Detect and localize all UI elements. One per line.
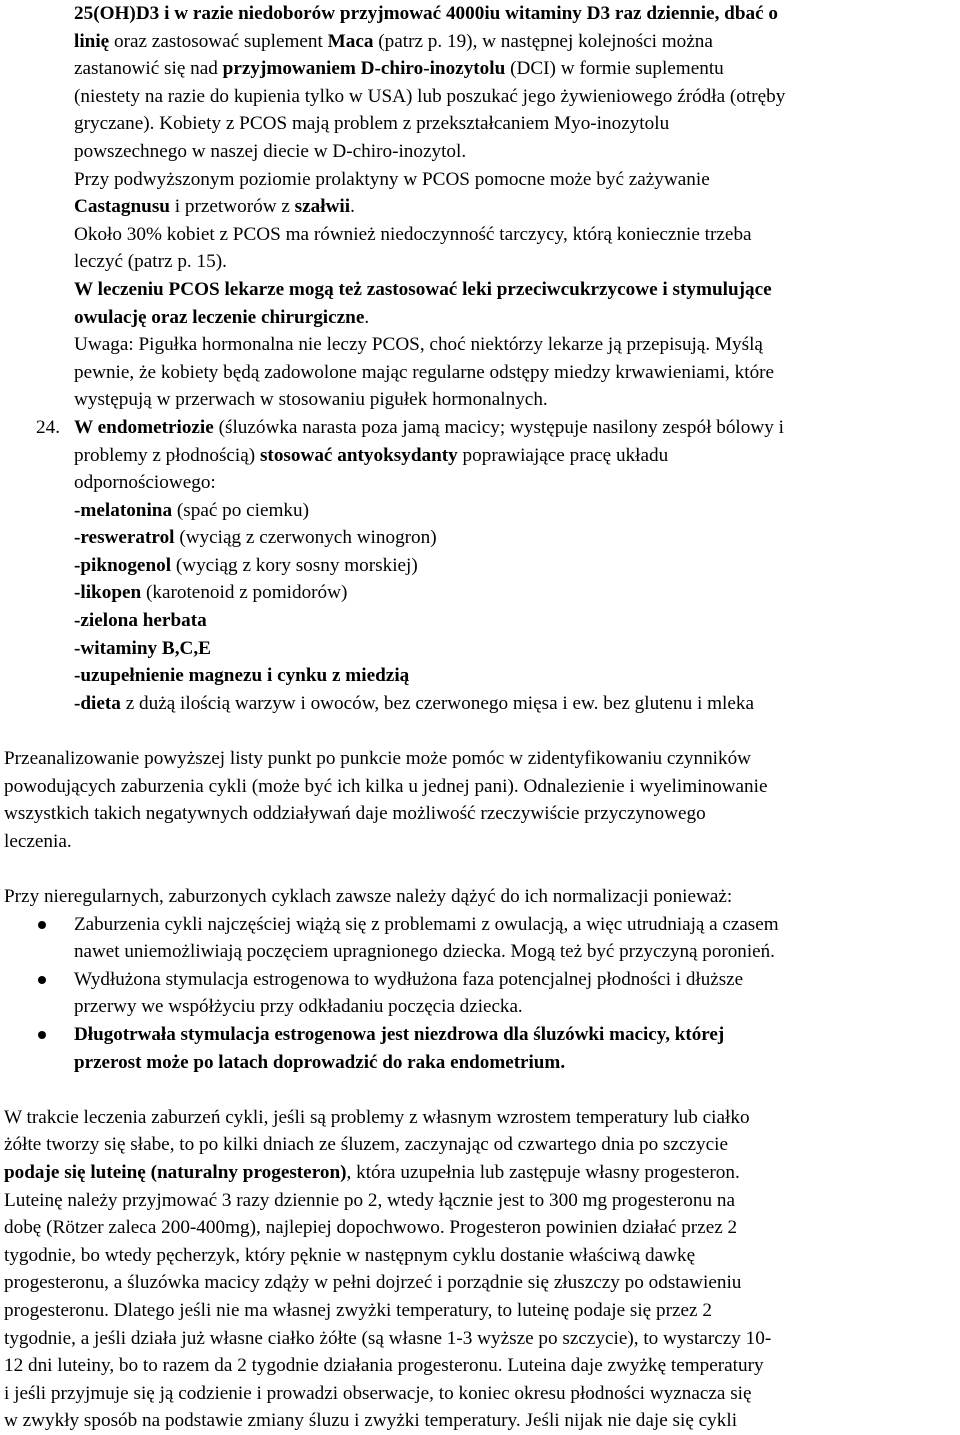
item-number: 24. <box>36 416 60 438</box>
text-line: podaje się luteinę (naturalny progesteron), która uzupełnia lub zastępuje własny progesteron. <box>4 1161 740 1183</box>
text-line: dobę (Rötzer zaleca 200-400mg), najlepiej dopochwowo. Progesteron powinien działać przez 2 <box>4 1217 738 1239</box>
text-line: Długotrwała stymulacja estrogenowa jest niezdrowa dla śluzówki macicy, której <box>74 1023 725 1045</box>
text-line: owulację oraz leczenie chirurgiczne. <box>74 306 370 328</box>
text-line: Przy podwyższonym poziomie prolaktyny w PCOS pomocne może być zażywanie <box>74 168 710 190</box>
antioxidant-list-item <box>74 635 954 663</box>
antioxidant-list-item <box>74 607 954 635</box>
item-24-endometriosis <box>0 414 960 718</box>
text-line: Zaburzenia cykli najczęściej wiążą się z problemami z owulacją, a więc utrudniają a czasem <box>74 913 779 935</box>
antioxidant-list-item <box>74 690 954 718</box>
text-line: progesteronu. Dlatego jeśli nie ma własnej zwyżki temperatury, to luteinę podaje się przez 2 <box>4 1299 712 1321</box>
text-line: występują w przerwach w stosowaniu pigułek hormonalnych. <box>74 389 548 411</box>
text-line: powodujących zaburzenia cykli (może być ich kilka u jednej pani). Odnalezienie i wyeliminowanie <box>4 775 768 797</box>
irregular-cycles-paragraph <box>0 883 960 911</box>
text-line: Około 30% kobiet z PCOS ma również niedoczynność tarczycy, którą koniecznie trzeba <box>74 223 752 245</box>
antioxidant-name: -witaminy B,C,E <box>74 637 211 659</box>
antioxidant-list <box>74 497 954 718</box>
luteina-paragraph <box>0 1104 960 1435</box>
antioxidant-description: z dużą ilością warzyw i owoców, bez czerwonego mięsa i ew. bez glutenu i mleka <box>120 692 755 714</box>
bullet-item <box>0 1021 960 1076</box>
antioxidant-name: -dieta <box>74 692 121 714</box>
antioxidant-list-item <box>74 497 954 525</box>
text-line: Uwaga: Pigułka hormonalna nie leczy PCOS, choć niektórzy lekarze ją przepisują. Myślą <box>74 334 763 356</box>
text-line: i jeśli przyjmuje się ją codzienie i prowadzi obserwacje, to koniec okresu płodności wyznacza się <box>4 1382 752 1404</box>
text-line: Przeanalizowanie powyższej listy punkt po punkcie może pomóc w zidentyfikowaniu czynników <box>4 748 752 770</box>
text-line: tygodnie, a jeśli działa już własne ciałko żółte (są własne 1-3 wyższe po szczycie), to wystarczy 10- <box>4 1327 772 1349</box>
text-line: 25(OH)D3 i w razie niedoborów przyjmować 4000iu witaminy D3 raz dziennie, dbać o <box>74 3 779 24</box>
antioxidant-description: (wyciąg z czerwonych winogron) <box>174 527 437 549</box>
text-line: pewnie, że kobiety będą zadowolone mając regularne odstępy miedzy krwawieniami, które <box>74 361 775 383</box>
text-line: Castagnusu i przetworów z szałwii. <box>74 196 355 218</box>
text-line: W endometriozie (śluzówka narasta poza jamą macicy; występuje nasilony zespół bólowy i <box>74 416 784 438</box>
text-line: 12 dni luteiny, bo to razem da 2 tygodnie działania progesteronu. Luteina daje zwyżkę temperatury <box>4 1355 764 1377</box>
bullet-item <box>0 911 960 966</box>
text-line: wszystkich takich negatywnych oddziaływań daje możliwość rzeczywiście przyczynowego <box>4 803 706 825</box>
text-line: Luteinę należy przyjmować 3 razy dziennie po 2, wtedy łącznie jest to 300 mg progesteronu na <box>4 1189 735 1211</box>
paragraph-gap <box>0 717 960 745</box>
text-line: nawet uniemożliwiają poczęciem upragnionego dziecka. Mogą też być przyczyną poronień. <box>74 941 775 963</box>
bullet-icon <box>38 921 46 929</box>
text-line: leczenia. <box>4 830 72 852</box>
antioxidant-name: -resweratrol <box>74 527 175 549</box>
text-line: Przy nieregularnych, zaburzonych cyklach zawsze należy dążyć do ich normalizacji ponieważ: <box>4 886 733 907</box>
analysis-paragraph <box>0 745 960 855</box>
text-line: przerost może po latach doprowadzić do raka endometrium. <box>74 1051 566 1073</box>
antioxidant-name: -piknogenol <box>74 554 172 576</box>
pcos-section <box>0 0 960 414</box>
paragraph-gap <box>0 855 960 883</box>
text-line: W trakcie leczenia zaburzeń cykli, jeśli są problemy z własnym wzrostem temperatury lub ciałko <box>4 1106 750 1128</box>
antioxidant-name: -melatonina <box>74 499 173 521</box>
antioxidant-list-item <box>74 552 954 580</box>
text-line: odpornościowego: <box>74 472 216 494</box>
text-line: przerwy we współżyciu przy odkładaniu poczęcia dziecka. <box>74 996 523 1018</box>
antioxidant-list-item <box>74 579 954 607</box>
paragraph-gap <box>0 1076 960 1104</box>
text-line: W leczeniu PCOS lekarze mogą też zastosować leki przeciwcukrzycowe i stymulujące <box>74 278 772 300</box>
text-line: powszechnego w naszej diecie w D-chiro-inozytol. <box>74 140 467 162</box>
text-line: żółte tworzy się słabe, to po kilki dniach ze śluzem, zaczynając od czwartego dnia po szczycie <box>4 1134 729 1156</box>
text-line: linię oraz zastosować suplement Maca (patrz p. 19), w następnej kolejności można <box>74 30 713 52</box>
text-line: leczyć (patrz p. 15). <box>74 251 227 273</box>
text-line: gryczane). Kobiety z PCOS mają problem z przekształcaniem Myo-inozytolu <box>74 113 670 135</box>
reasons-bullet-list <box>0 911 960 1077</box>
bullet-icon <box>38 1031 46 1039</box>
text-line: w zwykły sposób na podstawie zmiany śluzu i zwyżki temperatury. Jeśli nijak nie daje się cykli <box>4 1410 738 1432</box>
antioxidant-description: (wyciąg z kory sosny morskiej) <box>171 554 418 576</box>
antioxidant-list-item <box>74 524 954 552</box>
text-line: zastanowić się nad przyjmowaniem D-chiro-inozytolu (DCI) w formie suplementu <box>74 58 724 80</box>
text-line: progesteronu, a śluzówka macicy zdąży w pełni dojrzeć i porządnie się złuszczy po odstawieniu <box>4 1272 742 1294</box>
antioxidant-list-item <box>74 662 954 690</box>
antioxidant-name: -likopen <box>74 582 142 604</box>
bullet-item <box>0 966 960 1021</box>
text-line: tygodnie, bo wtedy pęcherzyk, który pęknie w następnym cyklu dostanie właściwą dawkę <box>4 1244 696 1266</box>
antioxidant-description: (karotenoid z pomidorów) <box>141 582 348 604</box>
antioxidant-name: -uzupełnienie magnezu i cynku z miedzią <box>74 665 410 687</box>
text-line: (niestety na razie do kupienia tylko w USA) lub poszukać jego żywieniowego źródła (otręby <box>74 85 786 107</box>
text-line: Wydłużona stymulacja estrogenowa to wydłużona faza potencjalnej płodności i dłuższe <box>74 968 744 990</box>
text-line: problemy z płodnością) stosować antyoksydanty poprawiające pracę układu <box>74 444 669 466</box>
antioxidant-description: (spać po ciemku) <box>172 499 310 521</box>
bullet-icon <box>38 976 46 984</box>
antioxidant-name: -zielona herbata <box>74 610 207 632</box>
